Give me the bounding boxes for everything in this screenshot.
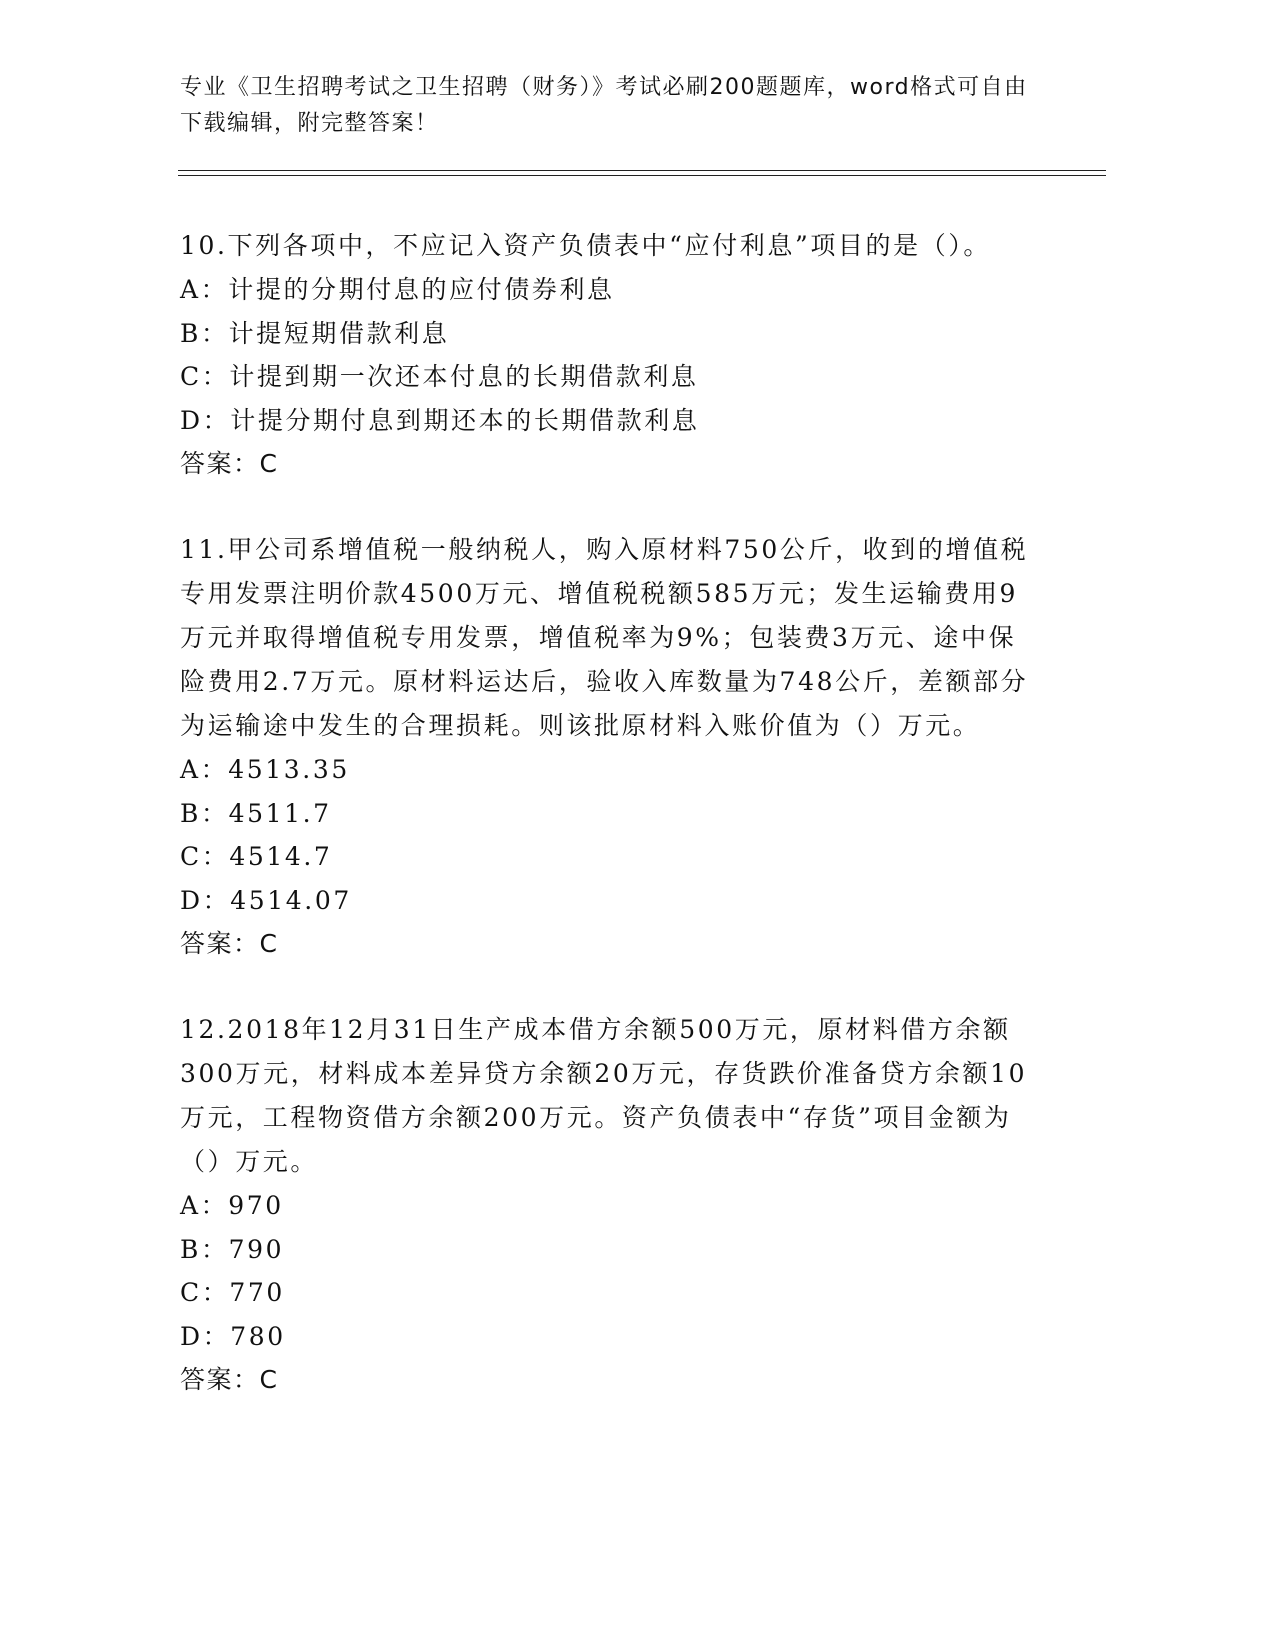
header-divider-top	[178, 170, 1106, 171]
option-c: C：4514.7	[180, 842, 333, 872]
option-a: A：计提的分期付息的应付债券利息	[180, 275, 615, 304]
option-b: B：790	[180, 1234, 285, 1264]
option-c: C：770	[180, 1278, 285, 1308]
option-d: D：计提分期付息到期还本的长期借款利息	[180, 405, 700, 435]
question-11	[180, 528, 1040, 966]
question-stem: 12.2018年12月31日生产成本借方余额500万元，原材料借方余额300万元，材料成本差异贷方余额20万元，存货跌价准备贷方余额10万元，工程物资借方余额200万元。资产负债表中“存货”项目金额为（）万元。	[180, 1015, 1028, 1176]
answer-line: 答案：C	[180, 929, 279, 959]
option-a: A：4513.35	[180, 755, 350, 784]
header-divider-bottom	[178, 175, 1106, 176]
question-12	[180, 1008, 1040, 1402]
option-b: B：计提短期借款利息	[180, 318, 450, 348]
answer-line: 答案：C	[180, 1365, 279, 1395]
answer-line: 答案：C	[180, 449, 279, 479]
question-stem: 11.甲公司系增值税一般纳税人，购入原材料750公斤，收到的增值税专用发票注明价款4500万元、增值税税额585万元；发生运输费用9万元并取得增值税专用发票，增值税率为9%；包装费3万元、途中保险费用2.7万元。原材料运达后，验收入库数量为748公斤，差额部分为运输途中发生的合理损耗。则该批原材料入账价值为（）万元。	[180, 535, 1029, 740]
option-b: B：4511.7	[180, 798, 332, 828]
option-a: A：970	[180, 1191, 284, 1220]
option-d: D：4514.07	[180, 885, 352, 915]
option-d: D：780	[180, 1321, 286, 1351]
question-stem: 10.下列各项中，不应记入资产负债表中“应付利息”项目的是（）。	[180, 231, 992, 260]
document-header: 专业《卫生招聘考试之卫生招聘（财务）》考试必刷200题题库，word格式可自由下载编辑，附完整答案！	[180, 75, 1028, 136]
option-c: C：计提到期一次还本付息的长期借款利息	[180, 362, 699, 392]
question-10	[180, 224, 1040, 486]
